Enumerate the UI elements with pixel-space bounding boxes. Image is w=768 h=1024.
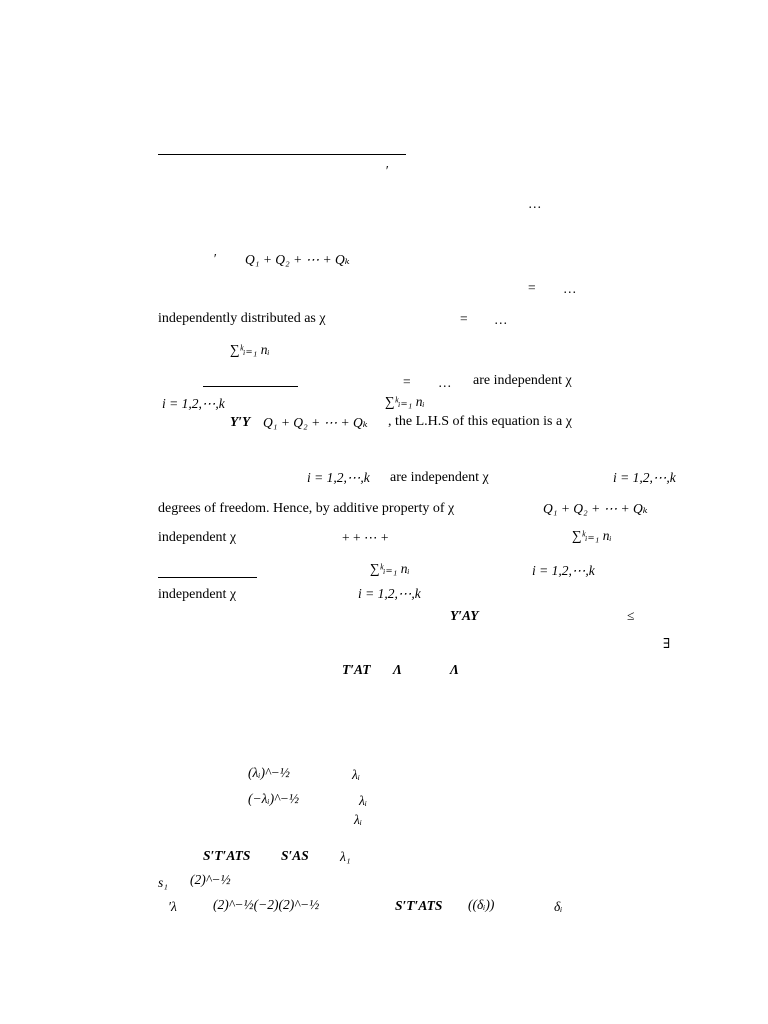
body-text: are independent χ (473, 373, 572, 388)
sum-q-expression: Q₁ + Q₂ + ⋯ + Qₖ (263, 415, 368, 430)
plus-expression: + + ⋯ + (342, 530, 389, 545)
index-range: i = 1,2,⋯,k (162, 396, 225, 411)
power-product-expression: (2)^−½(−2)(2)^−½ (213, 897, 320, 912)
index-range: i = 1,2,⋯,k (613, 470, 676, 485)
sum-ni-expression: ∑ᵏᵢ₌₁ nᵢ (385, 394, 425, 409)
underline-rule (203, 386, 298, 387)
delta-i: δᵢ (554, 899, 563, 914)
ellipsis: … (494, 312, 508, 327)
tat-expression: T′AT (342, 662, 371, 677)
ellipsis: … (563, 281, 577, 296)
lambda-power-expression: (λᵢ)^−½ (248, 765, 290, 780)
lambda-i: λᵢ (359, 793, 367, 808)
prime-lambda: ′λ (168, 899, 177, 914)
leq-sign: ≤ (627, 608, 635, 623)
sum-ni-expression: ∑ᵏᵢ₌₁ nᵢ (572, 528, 612, 543)
ellipsis: … (528, 196, 542, 211)
prime-mark: ′ (385, 163, 388, 178)
underline-rule (158, 577, 257, 578)
delta-matrix: ((δᵢ)) (468, 897, 495, 912)
body-text: are independent χ (390, 470, 489, 485)
equals-sign: = (528, 280, 536, 295)
stats-expression: S′T′ATS (395, 898, 443, 913)
body-text: degrees of freedom. Hence, by additive property of χ (158, 501, 455, 516)
index-range: i = 1,2,⋯,k (307, 470, 370, 485)
power-expression: (2)^−½ (190, 872, 231, 887)
lambda-1: λ₁ (340, 849, 351, 864)
index-range: i = 1,2,⋯,k (532, 563, 595, 578)
lambda-i: λᵢ (354, 812, 362, 827)
stats-expression: S′T′ATS (203, 848, 251, 863)
yy-expression: Y′Y (230, 414, 251, 429)
capital-lambda: Λ (393, 662, 403, 677)
body-text: , the L.H.S of this equation is a χ (388, 414, 572, 429)
equals-sign: = (403, 374, 411, 389)
sum-q-expression: Q₁ + Q₂ + ⋯ + Qₖ (245, 252, 350, 267)
sum-ni-expression: ∑ᵏᵢ₌₁ nᵢ (370, 561, 410, 576)
lambda-i: λᵢ (352, 767, 360, 782)
sas-expression: S′AS (281, 848, 309, 863)
sum-q-expression: Q₁ + Q₂ + ⋯ + Qₖ (543, 501, 648, 516)
body-text: independent χ (158, 530, 237, 545)
prime-mark: ′ (213, 251, 216, 266)
body-text: independently distributed as χ (158, 311, 326, 326)
neg-lambda-power-expression: (−λᵢ)^−½ (248, 791, 300, 806)
capital-lambda: Λ (450, 662, 460, 677)
equals-sign: = (460, 311, 468, 326)
yay-expression: Y′AY (450, 608, 479, 623)
exists-sign: ∃ (663, 636, 671, 651)
index-range: i = 1,2,⋯,k (358, 586, 421, 601)
ellipsis: … (438, 375, 452, 390)
sum-ni-expression: ∑ᵏᵢ₌₁ nᵢ (230, 342, 270, 357)
footnote-rule-top (158, 154, 406, 155)
body-text: independent χ (158, 587, 237, 602)
s1-symbol: s₁ (158, 875, 168, 890)
